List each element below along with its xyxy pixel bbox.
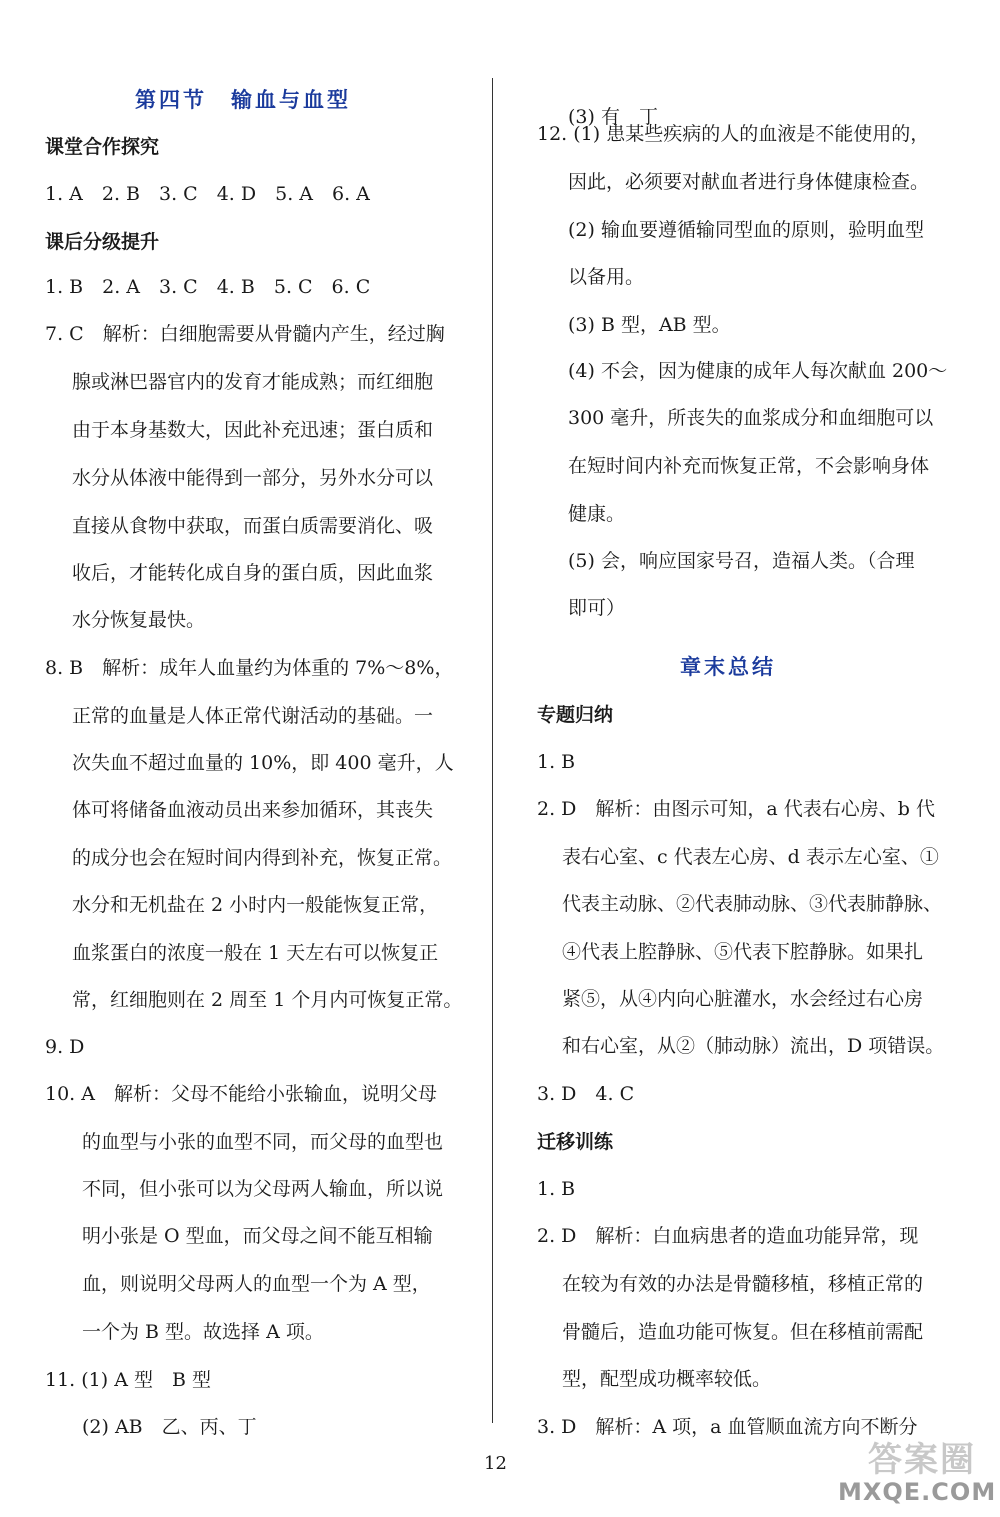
answer-line: 9. D bbox=[45, 1036, 85, 1058]
answer-line: 1. A 2. B 3. C 4. D 5. A 6. A bbox=[45, 183, 370, 205]
answer-line: 直接从食物中获取，而蛋白质需要消化、吸 bbox=[72, 515, 434, 537]
answer-line: 表右心室、c 代表左心房、d 表示左心室、① bbox=[562, 846, 939, 868]
answer-line: 水分恢复最快。 bbox=[72, 609, 206, 631]
chapter-summary-title: 章末总结 bbox=[680, 655, 776, 679]
answer-line: 不同，但小张可以为父母两人输血，所以说 bbox=[82, 1178, 444, 1200]
answer-line: 由于本身基数大，因此补充迅速；蛋白质和 bbox=[72, 419, 434, 441]
answer-line: (4) 不会，因为健康的成年人每次献血 200～ bbox=[568, 360, 948, 382]
answer-line: 代表主动脉、②代表肺动脉、③代表肺静脉、 bbox=[562, 893, 943, 915]
answer-line: 在较为有效的办法是骨髓移植，移植正常的 bbox=[562, 1273, 924, 1295]
answer-line: 常，红细胞则在 2 周至 1 个月内可恢复正常。 bbox=[72, 989, 463, 1011]
answer-line: 以备用。 bbox=[568, 266, 645, 288]
answer-line: 的血型与小张的血型不同，而父母的血型也 bbox=[82, 1131, 444, 1153]
answer-line: 血浆蛋白的浓度一般在 1 天左右可以恢复正 bbox=[72, 942, 439, 964]
section-title: 第四节 输血与血型 bbox=[135, 88, 351, 112]
answer-line: (3) 有 丁 bbox=[568, 106, 658, 128]
answer-line: 一个为 B 型。故选择 A 项。 bbox=[82, 1321, 324, 1343]
answer-line: 300 毫升，所丧失的血浆成分和血细胞可以 bbox=[568, 407, 934, 429]
subheading-class-explore: 课堂合作探究 bbox=[45, 136, 160, 158]
subheading-topic-summary: 专题归纳 bbox=[537, 704, 614, 726]
answer-line: 健康。 bbox=[568, 503, 626, 525]
answer-line: 型，配型成功概率较低。 bbox=[562, 1368, 772, 1390]
answer-line: (2) 输血要遵循输同型血的原则，验明血型 bbox=[568, 219, 924, 241]
answer-line: 2. D 解析：由图示可知，a 代表右心房、b 代 bbox=[537, 798, 935, 820]
answer-line: 8. B 解析：成年人血量约为体重的 7%～8%， bbox=[45, 657, 454, 679]
watermark-site: MXQE.COM bbox=[838, 1478, 997, 1506]
answer-line: 骨髓后，造血功能可恢复。但在移植前需配 bbox=[562, 1321, 924, 1343]
subheading-after-class: 课后分级提升 bbox=[45, 231, 160, 253]
answer-line: 紧⑤，从④内向心脏灌水，水会经过右心房 bbox=[562, 988, 924, 1010]
answer-line: 1. B bbox=[537, 1178, 576, 1200]
subheading-transfer-training: 迁移训练 bbox=[537, 1131, 614, 1153]
answer-line: 3. D 4. C bbox=[537, 1083, 635, 1105]
answer-line: 1. B bbox=[537, 751, 576, 773]
answer-line: 血，则说明父母两人的血型一个为 A 型， bbox=[82, 1273, 431, 1295]
answer-line: ④代表上腔静脉、⑤代表下腔静脉。如果扎 bbox=[562, 941, 924, 963]
answer-line: 11. (1) A 型 B 型 bbox=[45, 1369, 211, 1391]
answer-line: 收后，才能转化成自身的蛋白质，因此血浆 bbox=[72, 562, 434, 584]
answer-line: 10. A 解析：父母不能给小张输血，说明父母 bbox=[45, 1083, 437, 1105]
column-divider bbox=[492, 78, 493, 1423]
answer-line: 在短时间内补充而恢复正常，不会影响身体 bbox=[568, 455, 930, 477]
answer-line: 7. C 解析：白细胞需要从骨髓内产生，经过胸 bbox=[45, 323, 445, 345]
answer-line: 水分从体液中能得到一部分，另外水分可以 bbox=[72, 467, 434, 489]
answer-line: (3) B 型，AB 型。 bbox=[568, 314, 731, 336]
answer-line: 和右心室，从②（肺动脉）流出，D 项错误。 bbox=[562, 1035, 945, 1057]
answer-line: 2. D 解析：白血病患者的造血功能异常，现 bbox=[537, 1225, 919, 1247]
answer-line: 腺或淋巴器官内的发育才能成熟；而红细胞 bbox=[72, 371, 434, 393]
answer-line: 1. B 2. A 3. C 4. B 5. C 6. C bbox=[45, 276, 371, 298]
page-number: 12 bbox=[484, 1453, 507, 1474]
answer-line: 即可） bbox=[568, 597, 626, 619]
answer-line: 的成分也会在短时间内得到补充，恢复正常。 bbox=[72, 847, 453, 869]
answer-line: 次失血不超过血量的 10%，即 400 毫升，人 bbox=[72, 752, 454, 774]
answer-line: 12. (1) 患某些疾病的人的血液是不能使用的， bbox=[537, 123, 930, 145]
answer-line: (5) 会，响应国家号召，造福人类。（合理 bbox=[568, 550, 915, 572]
answer-line: 因此，必须要对献血者进行身体健康检查。 bbox=[568, 171, 930, 193]
answer-line: 正常的血量是人体正常代谢活动的基础。一 bbox=[72, 705, 434, 727]
answer-line: 体可将储备血液动员出来参加循环，其丧失 bbox=[72, 799, 434, 821]
watermark-seal: 答案圈 bbox=[868, 1440, 976, 1480]
answer-line: 3. D 解析：A 项，a 血管顺血流方向不断分 bbox=[537, 1416, 918, 1438]
answer-line: 明小张是 O 型血，而父母之间不能互相输 bbox=[82, 1225, 433, 1247]
answer-line: 水分和无机盐在 2 小时内一般能恢复正常， bbox=[72, 894, 439, 916]
answer-line: (2) AB 乙、丙、丁 bbox=[82, 1416, 257, 1438]
